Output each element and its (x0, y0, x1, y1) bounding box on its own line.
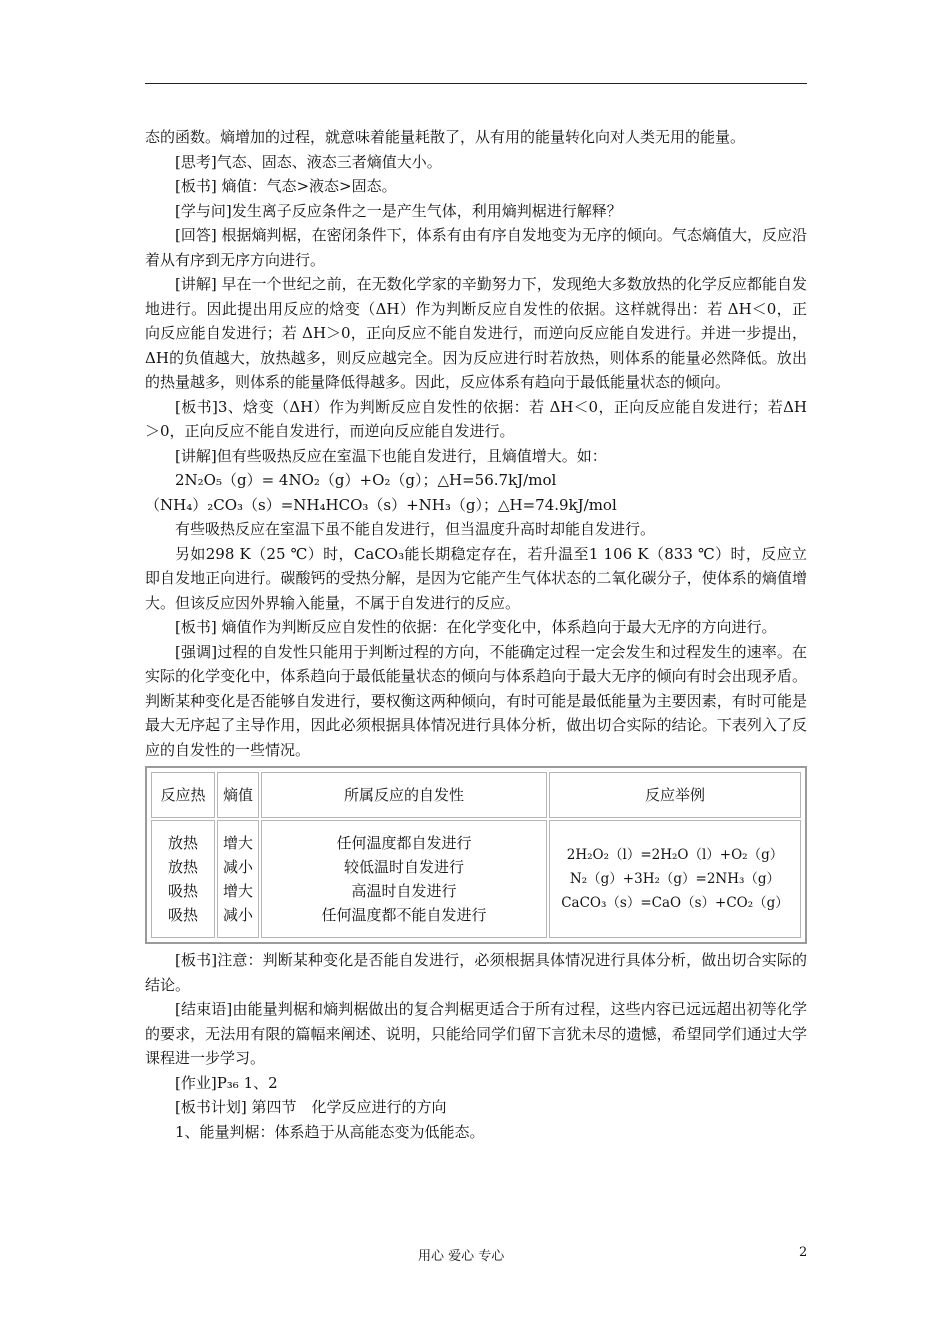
equation: （NH₄）₂CO₃（s）=NH₄HCO₃（s）+NH₃（g）；△H=74.9kJ/mol (145, 495, 617, 514)
paragraph: [板书]3、焓变（ΔH）作为判断反应自发性的依据：若 ΔH＜0，正向反应能自发进行；若ΔH＞0，正向反应不能自发进行，而逆向反应能自发进行。 (145, 397, 807, 440)
cell-line: 吸热 (167, 882, 198, 900)
paragraph: [结束语]由能量判椐和熵判椐做出的复合判椐更适合于所有过程，这些内容已远远超出初等化学的要求，无法用有限的篇幅来阐述、说明，只能给同学们留下言犹未尽的遗憾，希望同学们通过大学课程进一步学习。 (145, 1000, 807, 1067)
table-row (151, 820, 801, 938)
paragraph: [讲解]但有些吸热反应在室温下也能自发进行，且熵值增大。如： (175, 446, 607, 465)
paragraph: [学与问]发生离子反应条件之一是产生气体，利用熵判椐进行解释？ (175, 201, 622, 220)
cell-line: 较低温时自发进行 (343, 858, 464, 876)
paragraph: [板书计划] 第四节 化学反应进行的方向 (175, 1098, 447, 1116)
cell-line: 增大 (222, 834, 253, 852)
examples-cell (549, 820, 801, 938)
header-rule (145, 83, 807, 84)
cell-line: 减小 (222, 858, 253, 876)
paragraph: [回答] 根据熵判椐，在密闭条件下，体系有由有序自发地变为无序的倾向。气态熵值大，反应沿着从有序到无序方向进行。 (145, 226, 807, 269)
paragraph: [板书] 熵值：气态>液态>固态。 (175, 177, 397, 195)
paragraph: 另如298 K（25 ℃）时，CaCO₃能长期稳定存在，若升温至1 106 K（833 ℃）时，反应立即自发地正向进行。碳酸钙的受热分解，是因为它能产生气体状态的二氧化碳分子，使体系的熵值增大。但该反应因外界输入能量，不属于自发进行的反应。 (145, 544, 807, 612)
cell-line: 放热 (167, 858, 198, 876)
header-cell: 反应热 (151, 772, 215, 818)
paragraph: [思考]气态、固态、液态三者熵值大小。 (175, 152, 442, 171)
cell-line: N₂（g）+3H₂（g）=2NH₃（g） (569, 871, 781, 887)
cell-line: 高温时自发进行 (351, 882, 457, 900)
table-header-row (151, 772, 801, 818)
equation: 2N₂O₅（g）= 4NO₂（g）+O₂（g）；△H=56.7kJ/mol (175, 471, 557, 489)
cell-line: CaCO₃（s）=CaO（s）+CO₂（g） (561, 895, 789, 911)
paragraph: [板书]注意：判断某种变化是否能自发进行，必须根据具体情况进行具体分析，做出切合实际的结论。 (145, 951, 807, 994)
cell-line: 减小 (222, 906, 253, 924)
spontaneity-table (145, 766, 807, 944)
entropy-cell (217, 820, 259, 938)
header-cell: 反应举例 (549, 772, 801, 818)
cell-line: 任何温度都自发进行 (336, 834, 472, 852)
paragraph: [作业]P₃₆ 1、2 (175, 1073, 278, 1092)
paragraph: [板书] 熵值作为判断反应自发性的依据：在化学变化中，体系趋向于最大无序的方向进行。 (175, 618, 777, 636)
cell-line: 任何温度都不能自发进行 (321, 906, 487, 924)
paragraph: [讲解] 早在一个世纪之前，在无数化学家的辛勤努力下，发现绝大多数放热的化学反应都能自发地进行。因此提出用反应的焓变（ΔH）作为判断反应自发性的依据。这样就得出：若 ΔH＜0，正向反应能自发进行；若 ΔH＞0，正向反应不能自发进行，而逆向反应能自发进行。并进一步提出，ΔH的负值越大，放热越多，则反应越完全。因为反应进行时若放热，则体系的能量必然降低。放出的热量越多，则体系的能量降低得越多。因此，反应体系有趋向于最低能量状态的倾向。 (145, 275, 807, 391)
cell-line: 2H₂O₂（l）=2H₂O（l）+O₂（g） (566, 847, 784, 863)
spontaneity-cell (261, 820, 547, 938)
cell-line: 增大 (222, 882, 253, 900)
heat-cell (151, 820, 215, 938)
paragraph: 1、能量判椐：体系趋于从高能态变为低能态。 (175, 1122, 485, 1141)
footer-motto: 用心 爱心 专心 (418, 1249, 505, 1264)
cell-line: 吸热 (167, 906, 198, 924)
cell-line: 放热 (167, 834, 198, 852)
paragraph: [强调]过程的自发性只能用于判断过程的方向，不能确定过程一定会发生和过程发生的速率。在实际的化学变化中，体系趋向于最低能量状态的倾向与体系趋向于最大无序的倾向有时会出现矛盾。判断某种变化是否能够自发进行，要权衡这两种倾向，有时可能是最低能量为主要因素，有时可能是最大无序起了主导作用，因此必须根据具体情况进行具体分析，做出切合实际的结论。下表列入了反应的自发性的一些情况。 (145, 642, 807, 759)
document-body (145, 125, 807, 1144)
header-cell: 所属反应的自发性 (261, 772, 547, 818)
paragraph: 态的函数。熵增加的过程，就意味着能量耗散了，从有用的能量转化向对人类无用的能量。 (145, 128, 746, 146)
page-number: 2 (799, 1245, 808, 1260)
paragraph: 有些吸热反应在室温下虽不能自发进行，但当温度升高时却能自发进行。 (175, 520, 656, 538)
header-cell: 熵值 (217, 772, 259, 818)
